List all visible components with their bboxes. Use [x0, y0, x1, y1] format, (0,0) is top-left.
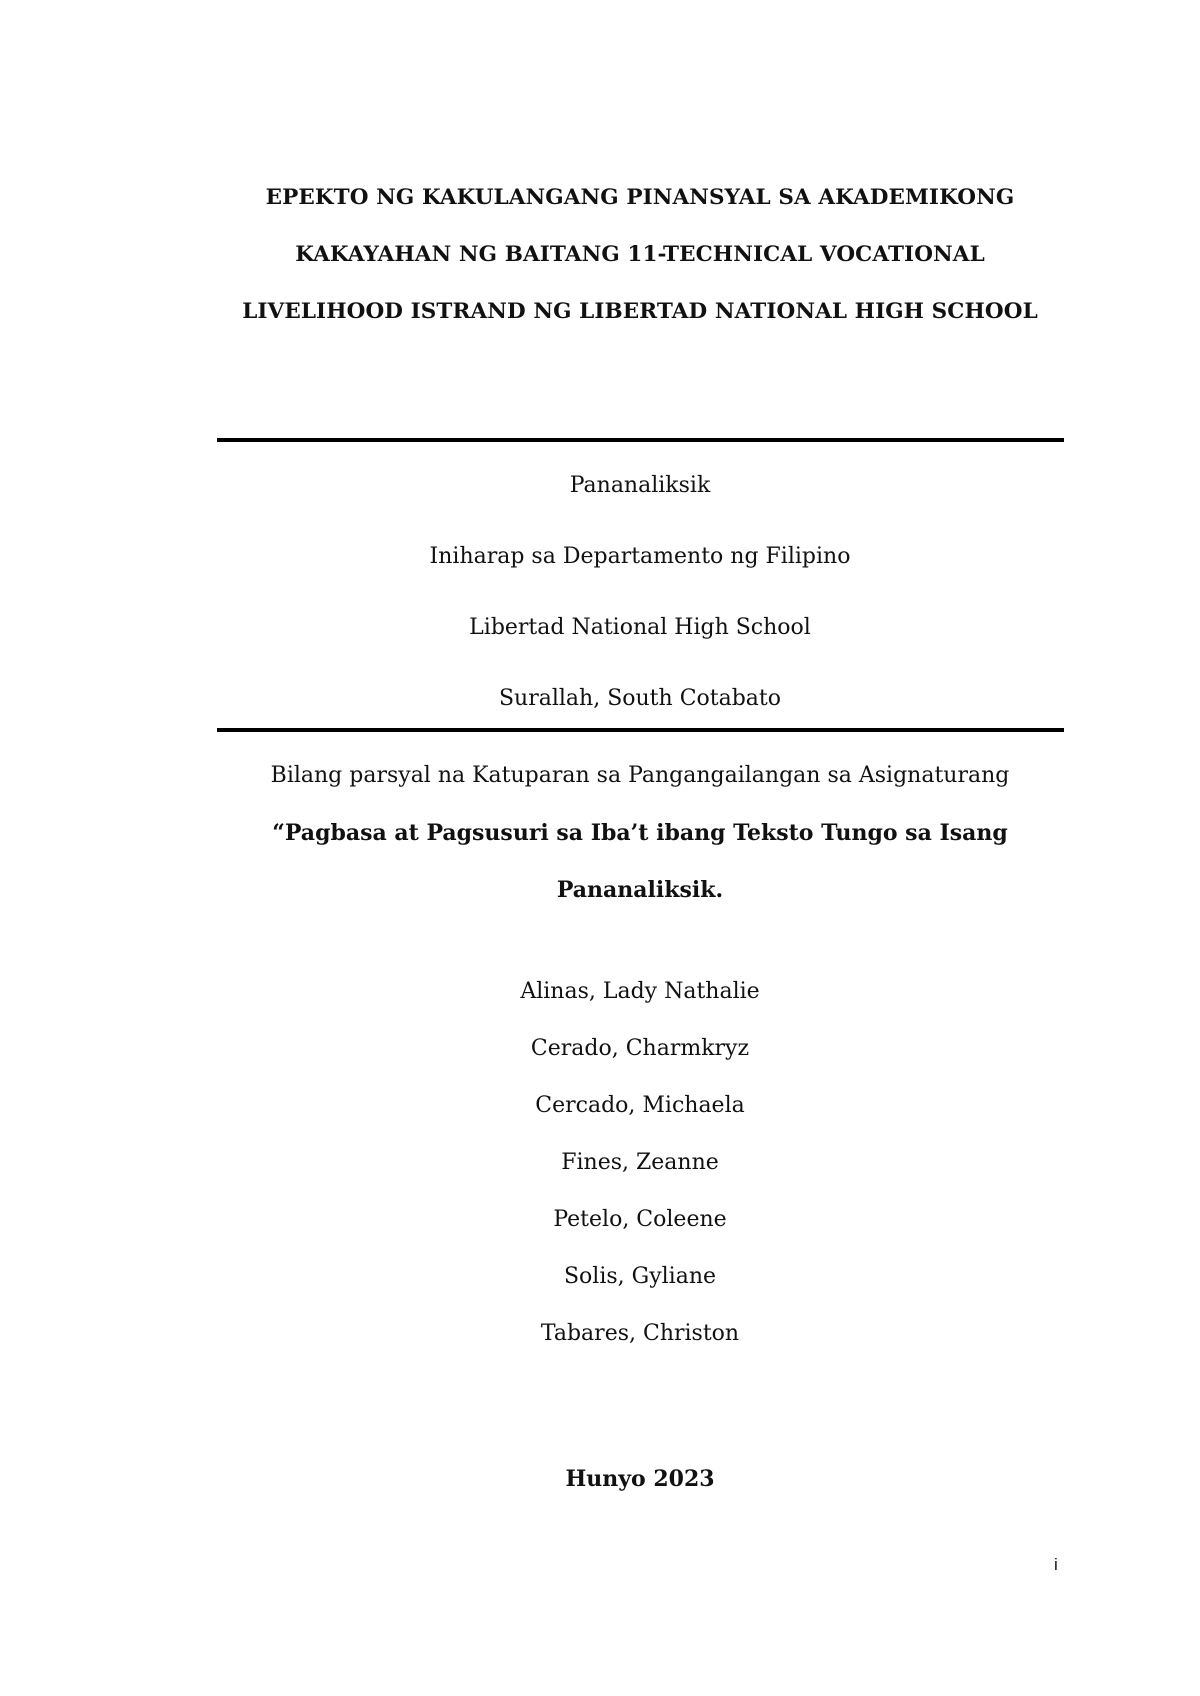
- school-name: Libertad National High School: [469, 615, 811, 640]
- author-name: Tabares, Christon: [540, 1321, 740, 1346]
- author-name: Fines, Zeanne: [561, 1150, 719, 1175]
- submission-date: Hunyo 2023: [565, 1466, 715, 1492]
- author-name: Solis, Gyliane: [563, 1264, 717, 1289]
- title-line-2: KAKAYAHAN NG BAITANG 11-TECHNICAL VOCATIONAL: [295, 242, 985, 267]
- title-line-3: LIVELIHOOD ISTRAND NG LIBERTAD NATIONAL HIGH SCHOOL: [242, 299, 1038, 324]
- course-title-line-2: Pananaliksik.: [556, 877, 724, 903]
- author-name: Alinas, Lady Nathalie: [520, 979, 760, 1004]
- page-number: i: [1054, 1555, 1058, 1574]
- top-divider: [217, 438, 1064, 442]
- school-location: Surallah, South Cotabato: [498, 686, 782, 711]
- author-name: Cerado, Charmkryz: [530, 1036, 750, 1061]
- requirement-intro: Bilang parsyal na Katuparan sa Pangangailangan sa Asignaturang: [270, 763, 1010, 788]
- bottom-divider: [217, 728, 1064, 732]
- author-name: Cercado, Michaela: [535, 1093, 745, 1118]
- course-title-line-1: “Pagbasa at Pagsusuri sa Iba’t ibang Teksto Tungo sa Isang: [272, 820, 1008, 846]
- title-line-1: EPEKTO NG KAKULANGANG PINANSYAL SA AKADEMIKONG: [265, 185, 1015, 210]
- presented-to: Iniharap sa Departamento ng Filipino: [429, 544, 851, 569]
- document-type: Pananaliksik: [569, 473, 711, 498]
- author-name: Petelo, Coleene: [553, 1207, 727, 1232]
